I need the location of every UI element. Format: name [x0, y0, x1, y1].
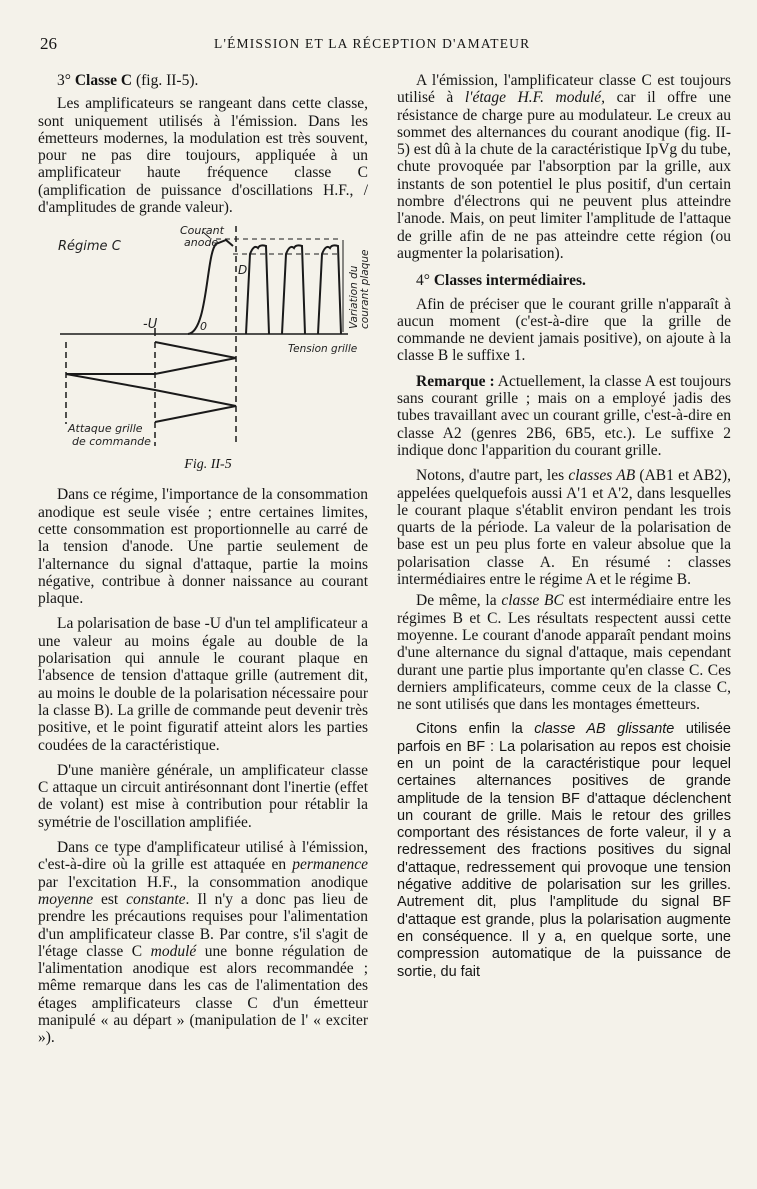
grid-drive-signal	[66, 342, 236, 422]
regime-c-label: Régime C	[58, 239, 121, 255]
paragraph: Les amplificateurs se rangeant dans cette classe, sont uniquement utilisés à l'émission. Dans les émetteurs modernes, la modulation est très souvent, pour ne pas dire toujours, appliquée à un amplificateur haute fréquence classe C (amplification de puissance d'oscillations H.F., / d'amplitudes de grande valeur).	[38, 95, 368, 217]
heading-bold: Classe C	[74, 72, 133, 89]
zero-label: 0	[200, 320, 207, 334]
variation-label-2: courant plaque	[359, 249, 371, 330]
paragraph: Citons enfin la classe AB glissante utilisée parfois en BF : La polarisation au repos est choisie en un point de la caractéristique pour lequel certaines alternances positives de grande amplitude de la tension BF d'attaque déclenchent un courant de grille. Mais le retour des grilles comportant des résistances de forte valeur, il y a redressement des fractions positives du signal d'attaque, redressement qui provoque une tension négative additive de polarisation sur les grilles. Autrement dit, plus l'amplitude du signal BF d'attaque est grande, plus la polarisation augmente en conséquence. Il y a, en quelque sorte, une compression automatique de la puissance de sortie, du fait	[397, 721, 731, 980]
paragraph: A l'émission, l'amplificateur classe C est toujours utilisé à l'étage H.F. modulé, car il offre une résistance de charge pure au modulateur. Le creux au sommet des alternances du courant anodique (fig. II-5) est dû à la chute de la caractéristique IpVg du tube, chute provoquée par l'absorption par la grille, aux instants de son potentiel le plus positif, d'un certain nombre d'électrons qui ne peuvent plus atteindre l'anode. Mais, on peut limiter l'amplitude de l'attaque de grille afin de ne pas atteindre cette région (ou augmenter la polarisation).	[397, 72, 731, 262]
right-column	[397, 72, 731, 981]
pulse-1	[246, 246, 269, 335]
section-heading-classes-intermediaires: 4° Classes intermédiaires.	[416, 272, 586, 290]
figure-caption: Fig. II-5	[184, 457, 232, 473]
paragraph: Afin de préciser que le courant grille n'apparaît à aucun moment (c'est-à-dire que la grille de commande ne devient jamais positive), on ajoute à la classe B le suffixe 1.	[397, 295, 731, 365]
regime-c-diagram	[38, 224, 371, 474]
section-heading-classe-c: 3° Classe C (fig. II-5).	[57, 72, 199, 89]
left-column	[38, 72, 371, 1047]
paragraph: La polarisation de base -U d'un tel amplificateur a une valeur au moins égale au double de la polarisation qui annule le courant plaque en l'absence de tension d'attaque grille (autrement dit, au moins le double de la polarisation nécessaire pour la classe B). La grille de commande peut devenir très positive, et le point figuratif atteint alors les parties coudées de la caractéristique.	[38, 615, 368, 754]
paragraph: De même, la classe BC est intermédiaire entre les régimes B et C. Les résultats respectent aussi cette moyenne. Le courant d'anode apparaît pendant moins d'une alternance du signal d'attaque, mais cependant durant une partie plus importante qu'en classe C. Ces derniers amplificateurs, comme ceux de la classe C, ne sont utilisés que dans les montages émetteurs.	[397, 592, 731, 714]
paragraph: Dans ce régime, l'importance de la consommation anodique est seule visée ; entre certaines limites, cette consommation est proportionnelle au carré de la tension d'anode. Une partie seulement de l'alternance du signal d'attaque, partie la moins négative, contribue à donner naissance au courant plaque.	[38, 486, 368, 608]
point-d-label: D	[238, 263, 248, 278]
pulse-2	[282, 246, 305, 335]
characteristic-curve	[188, 240, 233, 334]
running-title: L'ÉMISSION ET LA RÉCEPTION D'AMATEUR	[214, 36, 531, 51]
page-number: 26	[40, 34, 57, 53]
courant-anode-label-1: Courant	[180, 224, 224, 238]
tension-grille-label: Tension grille	[288, 343, 358, 356]
paragraph: D'une manière générale, un amplificateur classe C attaque un circuit antirésonnant dont l'inertie (effet de volant) est mise à contribution pour rétablir la symétrie de l'oscillation amplifiée.	[38, 761, 368, 831]
figure-ii-5	[38, 224, 371, 474]
paragraph: Dans ce type d'amplificateur utilisé à l'émission, c'est-à-dire où la grille est attaquée en permanence par l'excitation H.F., la consommation anodique moyenne est constante. Il n'y a donc pas lieu de prendre les précautions requises pour l'alimentation d'un amplificateur classe B. Par contre, s'il s'agit de l'étage classe C modulé une bonne régulation de l'alimentation anodique est alors recommandée ; même remarque dans les cas de l'alimentation des étages amplificateurs classe C d'un émetteur manipulé « au départ » (manipulation de l' « exciter »).	[38, 839, 369, 1047]
pulse-3	[318, 246, 341, 335]
attaque-grille-label-1: Attaque grille	[68, 422, 143, 436]
courant-anode-label-2: anode	[184, 236, 219, 250]
attaque-grille-label-2: de commande	[72, 435, 151, 449]
minus-u-label: -U	[143, 317, 158, 333]
paragraph: Notons, d'autre part, les classes AB (AB1 et AB2), appelées quelquefois aussi A'1 et A'2, dans lesquelles le courant plaque s'établit environ pendant les trois quarts de la période. La valeur de la polarisation de base est un peu plus forte en valeur absolue que la polarisation classe A. En résumé : classes intermédiaires entre le régime A et le régime B.	[397, 467, 731, 589]
paragraph: Remarque : Actuellement, la classe A est toujours sans courant grille ; mais on a employé jadis des tubes travaillant avec un courant grille, c'est-à-dire en classe A2 (genres 2B6, 6B5, etc.). Le suffixe 2 indique donc l'apparition du courant grille.	[397, 372, 731, 459]
page-header	[0, 34, 757, 56]
variation-label-1: Variation du	[348, 265, 360, 330]
heading-bold: Classes intermédiaires.	[433, 272, 586, 290]
